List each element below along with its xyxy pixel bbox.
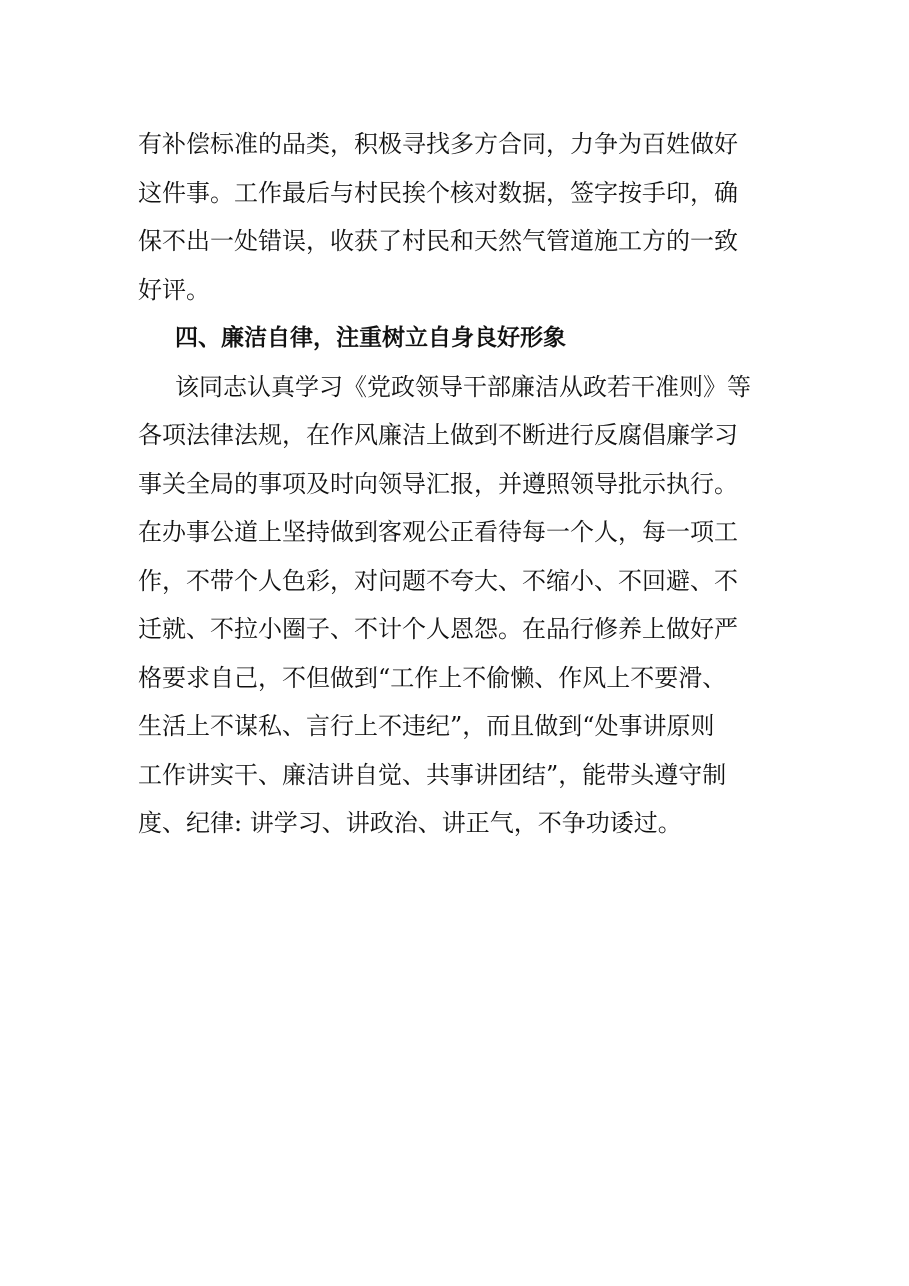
text-line: 度、纪律: 讲学习、讲政治、讲正气，不争功诿过。 [138,809,682,837]
text-line: 作，不带个人色彩，对问题不夸大、不缩小、不回避、不 [138,566,738,595]
paragraph [138,363,778,848]
text-line: 各项法律法规，在作风廉洁上做到不断进行反腐倡廉学习 [138,421,738,449]
text-line: 有补偿标准的品类，积极寻找多方合同，力争为百姓做好 [138,130,738,158]
paragraph [138,120,778,314]
text-line: 在办事公道上坚持做到客观公正看待每一个人，每一项工 [138,518,738,546]
text-line: 保不出一处错误，收获了村民和天然气管道施工方的一致 [138,227,738,255]
text-line: 好评。 [138,275,210,304]
document-body [138,120,778,848]
text-line: 生活上不谋私、言行上不违纪”，而且做到“处事讲原则 [138,712,715,740]
text-line: 该同志认真学习《党政领导干部廉洁从政若干准则》等 [175,372,751,401]
text-line: 工作讲实干、廉洁讲自觉、共事讲团结”，能带头遵守制 [138,760,727,789]
text-line: 格要求自己，不但做到“工作上不偷懒、作风上不要滑、 [138,663,727,692]
section-heading-block [138,314,778,363]
text-line: 这件事。工作最后与村民挨个核对数据，签字按手印，确 [138,178,738,207]
text-line: 迁就、不拉小圈子、不计个人恩怨。在品行修养上做好严 [138,615,738,643]
section-heading: 四、廉洁自律，注重树立自身良好形象 [175,325,566,351]
text-line: 事关全局的事项及时向领导汇报，并遵照领导批示执行。 [138,469,738,498]
